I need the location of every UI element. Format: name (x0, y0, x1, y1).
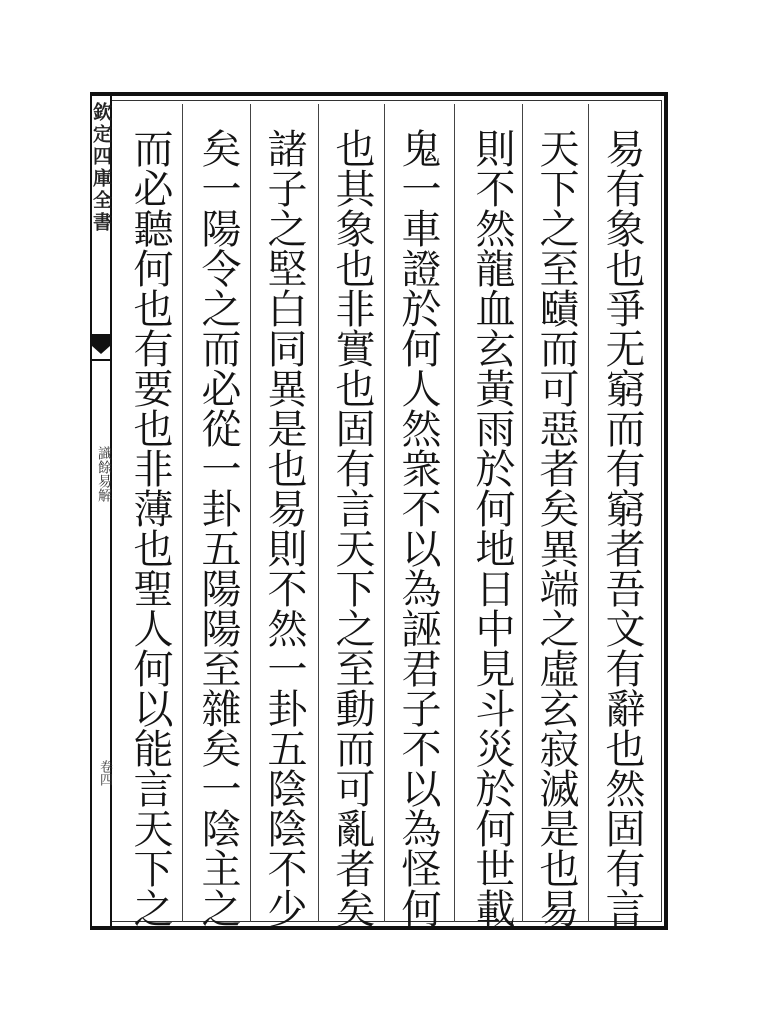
column-divider (454, 104, 455, 922)
column-divider (522, 104, 523, 922)
text-column-8: 而必聽何也有要也非薄也聖人何以能言天下之 (127, 128, 173, 928)
column-divider (318, 104, 319, 922)
text-column-7: 矣一陽令之而必從一卦五陽陽至雜矣一陰主之 (195, 128, 241, 928)
text-column-6: 諸子之堅白同異是也易則不然一卦五陰陰不少 (261, 128, 307, 928)
text-column-2: 天下之至賾而可惡者矣異端之虛玄寂滅是也易 (533, 128, 579, 928)
column-divider (182, 104, 183, 922)
text-column-3: 則不然龍血玄黃雨於何地日中見斗災於何世載 (469, 128, 515, 928)
center-fold-strip (90, 94, 112, 928)
column-divider (250, 104, 251, 922)
fishtail-mark-icon (92, 334, 110, 364)
chapter-label: 識餘易解 (96, 446, 112, 502)
page-number: 卷四 (97, 760, 112, 786)
column-divider (588, 104, 589, 922)
column-divider (384, 104, 385, 922)
text-column-1: 易有象也爭无窮而有窮者吾文有辭也然固有言 (599, 128, 645, 928)
text-column-5: 也其象也非實也固有言天下之至動而可亂者矣 (329, 128, 375, 928)
book-title: 欽定四庫全書 (90, 102, 112, 234)
text-column-4: 鬼一車證於何人然衆不以為誣君子不以為怪何 (395, 128, 441, 928)
